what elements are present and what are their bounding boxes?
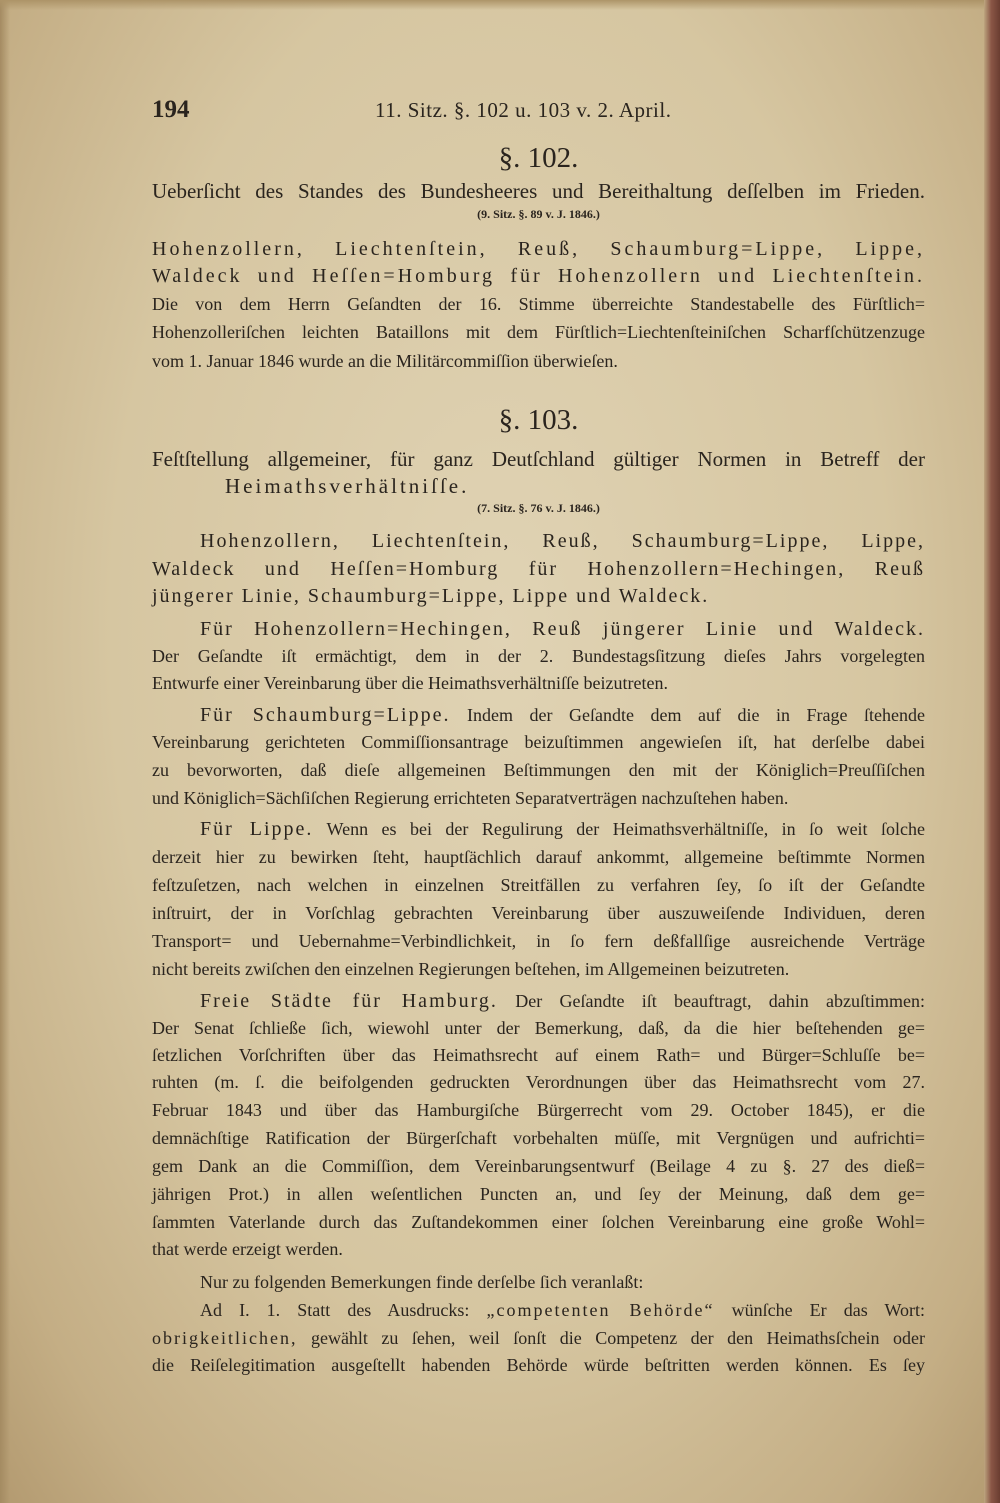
vote-text-line: Transport= und Uebernahme=Verbindlichkeit, in ſo fern deßfallſige ausreichende Verträge (152, 931, 925, 951)
remark-quoted-term: „competenten Behörde“ (486, 1300, 715, 1320)
vote-text-line: Der Senat ſchließe ſich, wiewohl unter der Bemerkung, daß, da die hier beſtehenden ge= (152, 1018, 925, 1038)
section-102-states-line: Hohenzollern, Liechtenſtein, Reuß, Schaumburg=Lippe, Lippe, (152, 238, 925, 260)
vote-text-line: that werde erzeigt werden. (152, 1239, 343, 1259)
vote-first-line (200, 701, 925, 729)
section-103-reference: (7. Sitz. §. 76 v. J. 1846.) (477, 501, 600, 515)
vote-text-line: inſtruirt, der in Vorſchlag gebrachten Vereinbarung über auszuweiſende Individuen, deren (152, 903, 925, 923)
remark-lead: Ad I. 1. Statt des Ausdrucks: (200, 1300, 470, 1320)
section-103-title-line: Heimathsverhältniſſe. (225, 474, 470, 498)
vote-text-line: ruhten (m. ſ. die beifolgenden gedruckten Verordnungen über das Heimathsrecht vom 27. (152, 1072, 925, 1092)
section-103-states-line: Hohenzollern, Liechtenſtein, Reuß, Schaumburg=Lippe, Lippe, (200, 530, 925, 552)
section-103-states-line: jüngerer Linie, Schaumburg=Lippe, Lippe und Waldeck. (152, 585, 710, 607)
running-title: 11. Sitz. §. 102 u. 103 v. 2. April. (375, 98, 672, 122)
section-102-body-line: Hohenzolleriſchen leichten Bataillons mit dem Fürſtlich=Liechtenſteiniſchen Scharfſchützenzuge (152, 322, 925, 342)
remark-ad-1-line (200, 1296, 925, 1324)
remark-proposed-term: obrigkeitlichen, (152, 1328, 298, 1348)
section-102-title: Ueberſicht des Standes des Bundesheeres und Bereithaltung deſſelben im Frieden. (152, 179, 925, 203)
remarks-intro: Nur zu folgenden Bemerkungen finde derſelbe ſich veranlaßt: (200, 1272, 644, 1292)
page-edge-left (0, 0, 10, 1503)
vote-label: Für Schaumburg=Lippe. (200, 704, 451, 726)
section-103-heading: §. 103. (498, 404, 579, 436)
vote-first-line (200, 815, 925, 843)
remark-ad-1-line (152, 1324, 925, 1352)
vote-text: Der Geſandte iſt beauftragt, dahin abzuſtimmen: (515, 991, 925, 1011)
section-102-body-line: vom 1. Januar 1846 wurde an die Militärcommiſſion überwieſen. (152, 351, 618, 371)
vote-text-line: derzeit hier zu bewirken ſteht, hauptſächlich darauf ankommt, allgemeine beſtimmte Normen (152, 847, 925, 867)
vote-text-line: ſetzlichen Vorſchriften über das Heimathsrecht auf einem Rath= und Bürger=Schluſſe be= (152, 1045, 925, 1065)
section-102-states-line: Waldeck und Heſſen=Homburg für Hohenzollern und Liechtenſtein. (152, 265, 925, 287)
vote-label: Freie Städte für Hamburg. (200, 990, 498, 1012)
vote-label: Für Lippe. (200, 818, 314, 840)
section-102-body-line: Die von dem Herrn Geſandten der 16. Stimme überreichte Standestabelle des Fürſtlich= (152, 294, 925, 314)
remark-tail: wünſche Er das Wort: (731, 1300, 926, 1320)
section-102-heading: §. 102. (498, 142, 579, 174)
vote-label: Für Hohenzollern=Hechingen, Reuß jüngerer Linie und Waldeck. (200, 618, 925, 640)
vote-text-line: Vereinbarung gerichteten Commiſſionsantrage beizuſtimmen angewieſen iſt, hat derſelbe dabei (152, 732, 925, 752)
vote-text-line: zu bevorworten, daß dieſe allgemeinen Beſtimmungen den mit der Königlich=Preuſſiſchen (152, 760, 925, 780)
vote-text-line: nicht bereits zwiſchen den einzelnen Regierungen beſtehen, im Allgemeinen beizutreten. (152, 959, 790, 979)
vote-text: Wenn es bei der Regulirung der Heimathsverhältniſſe, in ſo weit ſolche (326, 819, 925, 839)
vote-text-line: feſtzuſetzen, nach welchen in einzelnen Streitfällen zu verfahren ſey, ſo iſt der Geſandte (152, 875, 925, 895)
vote-text-line: Februar 1843 und über das Hamburgiſche Bürgerrecht vom 29. October 1845), er die (152, 1100, 925, 1120)
vote-text-line: gem Dank an die Commiſſion, dem Vereinbarungsentwurf (Beilage 4 zu §. 27 des dieß= (152, 1156, 925, 1176)
vote-first-line (200, 987, 925, 1015)
vote-text-line: und Königlich=Sächſiſchen Regierung errichteten Separatverträgen nachzuſtehen haben. (152, 788, 789, 808)
vote-text-line: jährigen Prot.) in allen weſentlichen Puncten an, und ſey der Meinung, daß dem ge= (152, 1184, 925, 1204)
page-edge-top (0, 0, 1000, 10)
book-edge-right (984, 0, 1000, 1503)
remark-text: gewählt zu ſehen, weil ſonſt die Competenz der den Heimathsſchein oder (310, 1328, 925, 1348)
section-102-reference: (9. Sitz. §. 89 v. J. 1846.) (477, 207, 600, 221)
vote-text-line: Entwurfe einer Vereinbarung über die Heimathsverhältniſſe beizutreten. (152, 673, 668, 693)
vote-text-line: ſammten Vaterlande durch das Zuſtandekommen einer ſolchen Vereinbarung eine große Wohl= (152, 1212, 925, 1232)
vote-text-line: demnächſtige Ratification der Bürgerſchaft vorbehalten müſſe, mit Vergnügen und aufrichti= (152, 1128, 925, 1148)
remark-ad-1-line: die Reiſelegitimation ausgeſtellt habenden Behörde würde beſtritten werden können. Es ſey (152, 1355, 925, 1375)
section-103-title-line: Feſtſtellung allgemeiner, für ganz Deutſchland gültiger Normen in Betreff der (152, 447, 925, 471)
section-103-states-line: Waldeck und Heſſen=Homburg für Hohenzollern=Hechingen, Reuß (152, 558, 925, 580)
vote-text-line: Der Geſandte iſt ermächtigt, dem in der 2. Bundestagsſitzung dieſes Jahrs vorgelegten (152, 646, 925, 666)
page-number: 194 (152, 96, 190, 123)
vote-text: Indem der Geſandte dem auf die in Frage ſtehende (467, 705, 926, 725)
